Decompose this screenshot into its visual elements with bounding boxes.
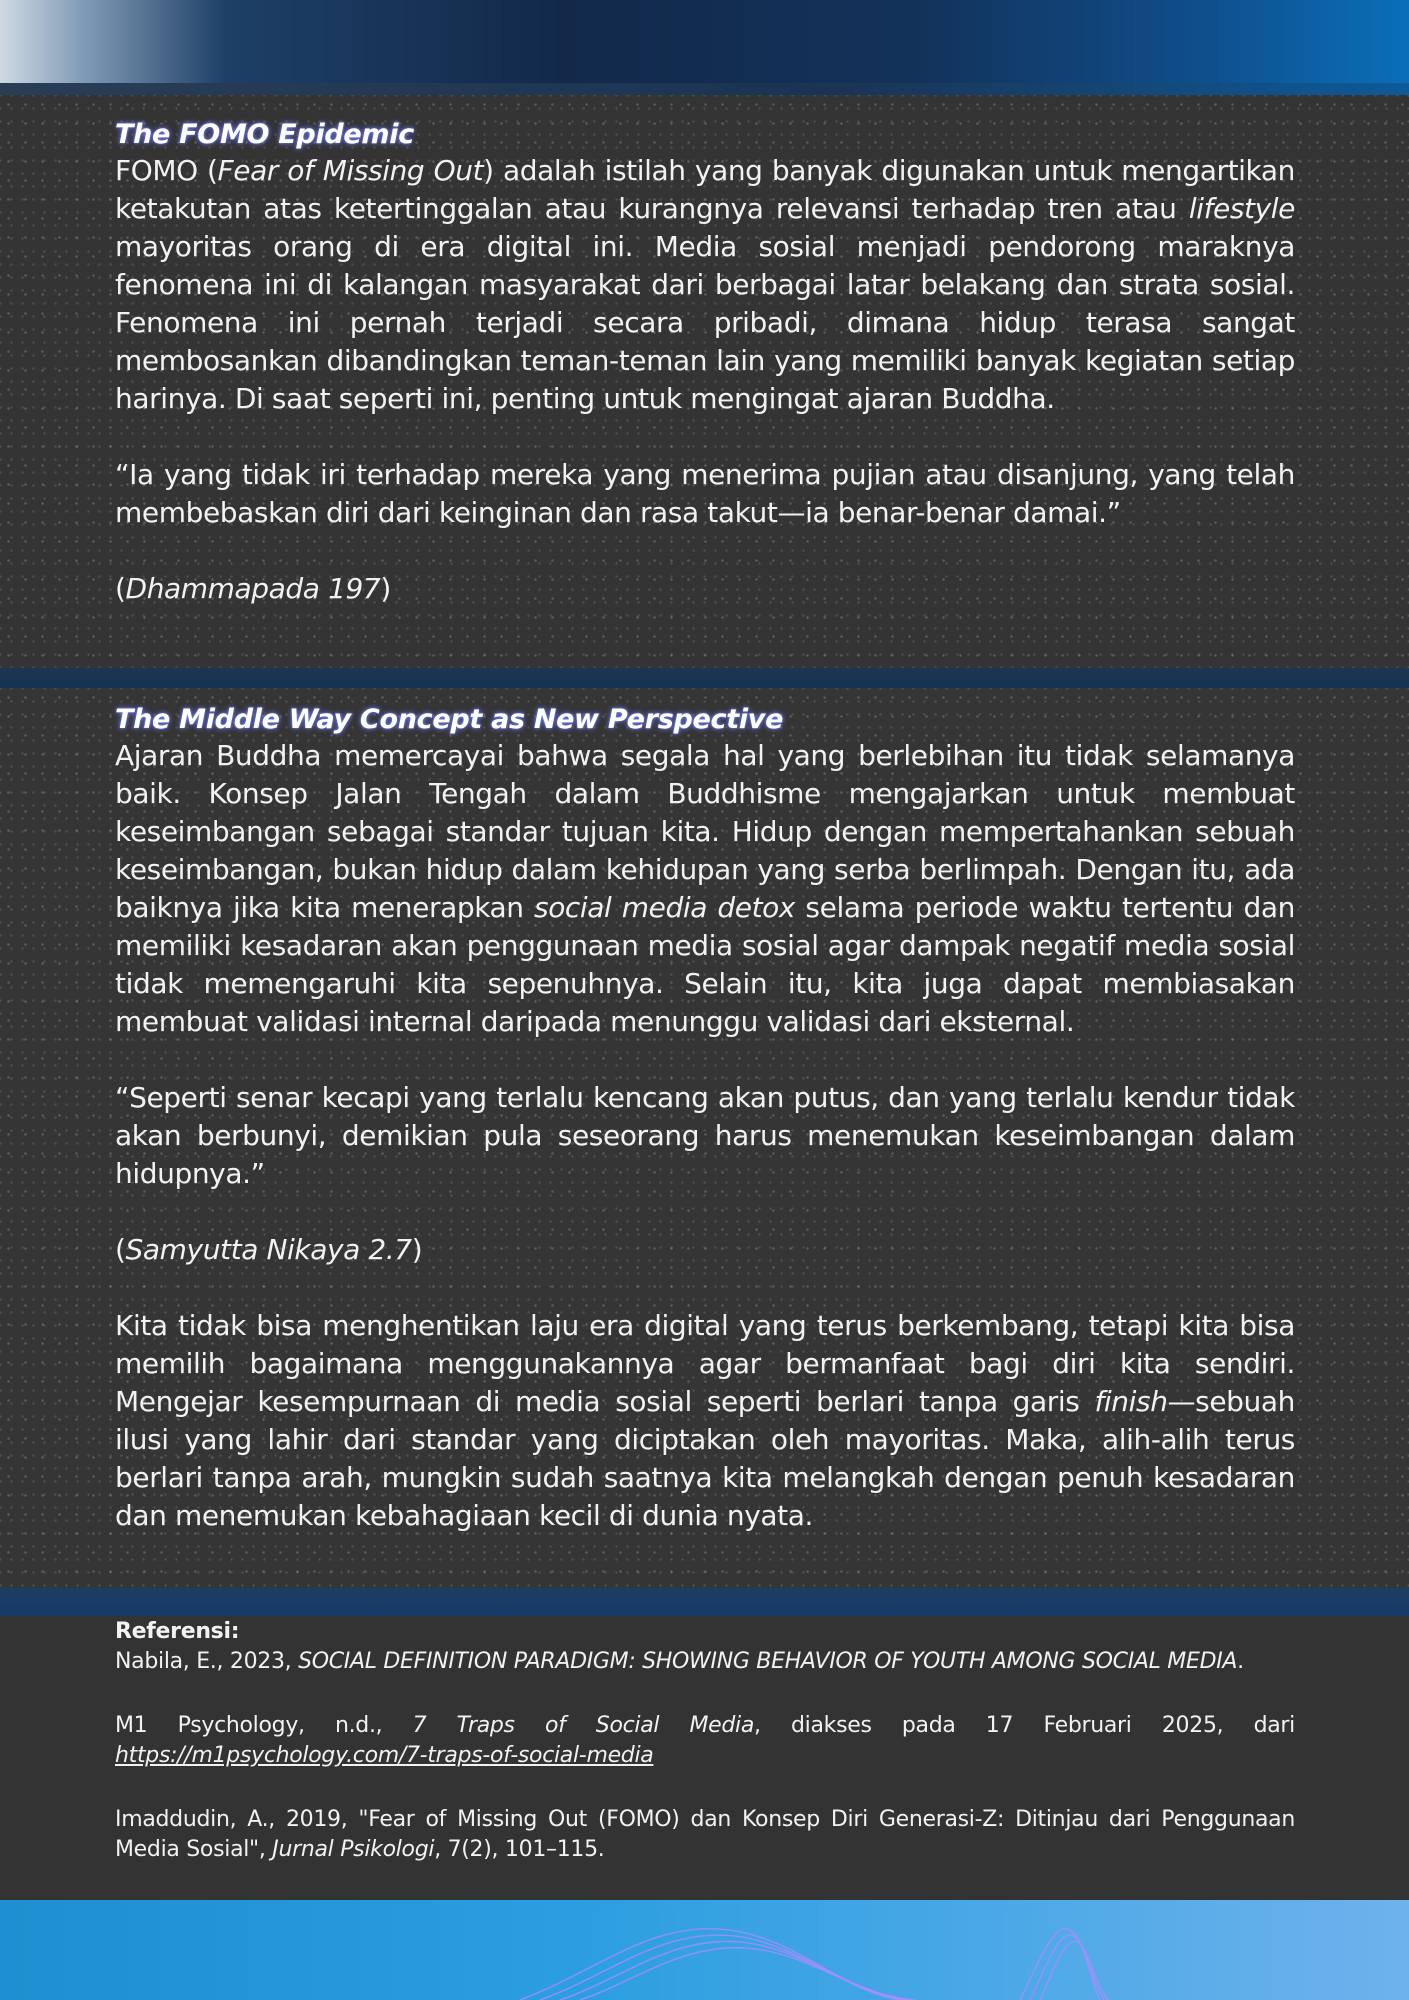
wave-lines-decoration: [0, 1900, 1409, 2000]
text-run: (: [115, 1233, 126, 1266]
italic-text-run: SOCIAL DEFINITION PARADIGM: SHOWING BEHAVIOR OF YOUTH AMONG SOCIAL MEDIA: [298, 1649, 1238, 1674]
citation-source: Dhammapada 197: [125, 572, 381, 605]
bottom-decorative-band: [0, 1900, 1409, 2000]
text-run: ): [380, 572, 391, 605]
text-run: Kita tidak bisa menghentikan laju era digital yang terus berkembang, tetapi kita bisa memilih bagaimana menggunakannya agar bermanfaat bagi diri kita sendiri. Mengejar kesempurnaan di media sosial seperti berlari tanpa garis: [115, 1309, 1295, 1418]
section-heading: The FOMO Epidemic: [115, 119, 414, 150]
italic-text-run: 7 Traps of Social Media: [412, 1713, 755, 1738]
citation: [115, 570, 1295, 608]
italic-text-run: lifestyle: [1188, 192, 1295, 225]
reference-item: [115, 1711, 1295, 1771]
text-run: , 7(2), 101–115.: [434, 1837, 605, 1862]
top-header-band: [0, 0, 1409, 95]
section-fomo: [115, 118, 1295, 608]
citation: [115, 1231, 1295, 1269]
quote-paragraph: “Seperti senar kecapi yang terlalu kencang akan putus, dan yang terlalu kendur tidak akan berbunyi, demikian pula seseorang harus menemukan keseimbangan dalam hidupnya.”: [115, 1081, 1295, 1190]
text-run: FOMO (: [115, 154, 218, 187]
text-run: .: [1237, 1649, 1244, 1674]
section-divider: [0, 1588, 1409, 1616]
italic-text-run: Fear of Missing Out: [217, 154, 484, 187]
reference-item: [115, 1805, 1295, 1865]
text-run: ) adalah istilah yang banyak digunakan untuk mengartikan ketakutan atas ketertinggalan atau kurangnya relevansi terhadap tren atau: [115, 154, 1295, 225]
section-divider: [0, 668, 1409, 688]
body-paragraph: [115, 1307, 1295, 1535]
italic-text-run: finish: [1094, 1385, 1168, 1418]
reference-item: [115, 1647, 1295, 1677]
text-run: —sebuah ilusi yang lahir dari standar yang diciptakan oleh mayoritas. Maka, alih-alih terus berlari tanpa arah, mungkin sudah saatnya kita melangkah dengan penuh kesadaran dan menemukan kebahagiaan kecil di dunia nyata.: [115, 1385, 1295, 1532]
body-paragraph: [115, 152, 1295, 418]
reference-link[interactable]: https://m1psychology.com/7-traps-of-social-media: [115, 1743, 654, 1768]
section-middle-way: [115, 703, 1295, 1535]
body-paragraph: [115, 737, 1295, 1041]
text-run: (: [115, 572, 126, 605]
text-run: Imaddudin, A., 2019, "Fear of Missing Out (FOMO) dan Konsep Diri Generasi-Z: Ditinjau dari Penggunaan Media Sosial",: [115, 1807, 1295, 1862]
text-run: M1 Psychology, n.d.,: [115, 1713, 413, 1738]
quote-paragraph: “Ia yang tidak iri terhadap mereka yang menerima pujian atau disanjung, yang telah membebaskan diri dari keinginan dan rasa takut—ia benar-benar damai.”: [115, 458, 1295, 529]
italic-text-run: social media detox: [534, 891, 796, 924]
text-run: selama periode waktu tertentu dan memiliki kesadaran akan penggunaan media sosial agar dampak negatif media sosial tidak memengaruhi kita sepenuhnya. Selain itu, kita juga dapat membiasakan membuat validasi internal daripada menunggu validasi dari eksternal.: [115, 891, 1295, 1038]
text-run: mayoritas orang di era digital ini. Media sosial menjadi pendorong maraknya fenomena ini di kalangan masyarakat dari berbagai latar belakang dan strata sosial. Fenomena ini pernah terjadi secara pribadi, dimana hidup terasa sangat membosankan dibandingkan teman-teman lain yang memiliki banyak kegiatan setiap harinya. Di saat seperti ini, penting untuk mengingat ajaran Buddha.: [115, 230, 1295, 415]
section-heading: The Middle Way Concept as New Perspective: [115, 704, 784, 735]
citation-source: Samyutta Nikaya 2.7: [125, 1233, 412, 1266]
italic-text-run: Jurnal Psikologi: [272, 1837, 435, 1862]
references-title: Referensi:: [115, 1619, 240, 1644]
text-run: Ajaran Buddha memercayai bahwa segala hal yang berlebihan itu tidak selamanya baik. Konsep Jalan Tengah dalam Buddhisme mengajarkan untuk membuat keseimbangan sebagai standar tujuan kita. Hidup dengan mempertahankan sebuah keseimbangan, bukan hidup dalam kehidupan yang serba berlimpah. Dengan itu, ada baiknya jika kita menerapkan: [115, 739, 1295, 924]
references-section: [115, 1617, 1295, 1865]
text-run: , diakses pada 17 Februari 2025, dari: [754, 1713, 1295, 1738]
text-run: ): [411, 1233, 423, 1266]
text-run: Nabila, E., 2023,: [115, 1649, 299, 1674]
